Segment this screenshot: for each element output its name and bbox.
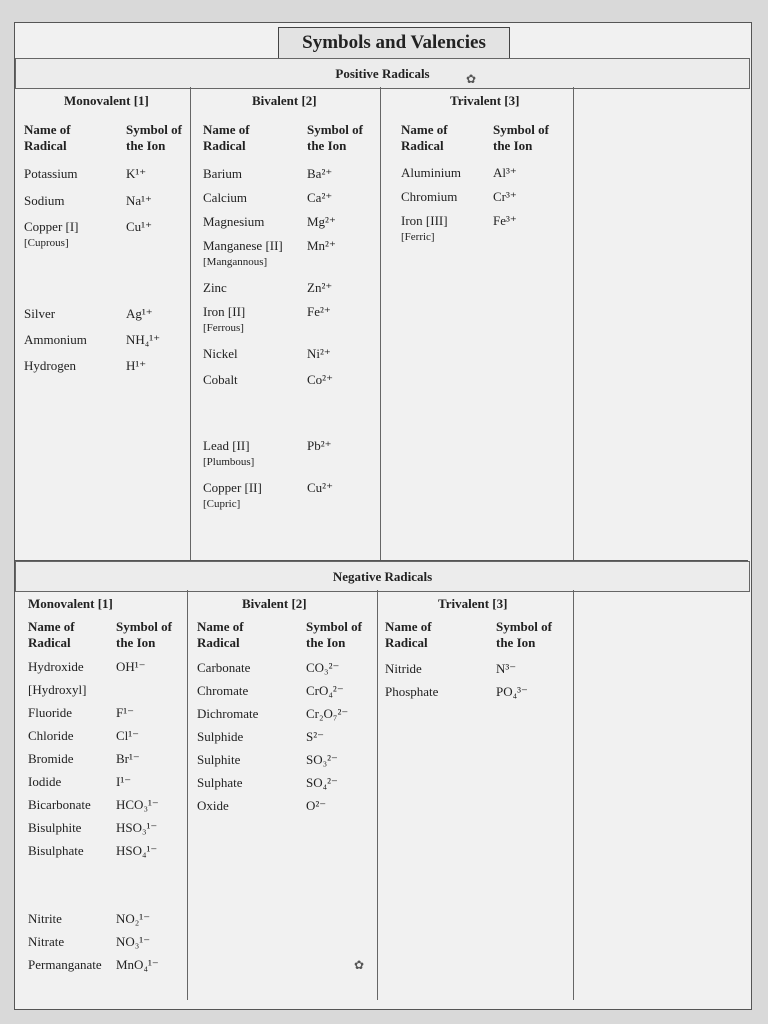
radical-name-text: Sulphite [197,752,241,767]
radical-name-text: Zinc [203,280,227,295]
ion-symbol: K¹⁺ [126,166,147,181]
radical-name [203,372,238,388]
radical-name-text: Bromide [28,751,74,766]
radical-name [203,480,262,510]
ion-symbol: Na¹⁺ [126,193,152,208]
ion-symbol: HSO₃¹⁻ [116,820,158,835]
ion-symbol: Ca²⁺ [307,190,333,205]
radical-name-text: Cobalt [203,372,238,387]
ion-symbol: OH¹⁻ [116,659,146,674]
radical-name-text: Chloride [28,728,74,743]
radical-alt-name: [Ferrous] [203,322,244,334]
negative-radicals-label: Negative Radicals [332,569,433,584]
positive-radicals-label: Positive Radicals [335,66,430,81]
ion-symbol: H¹⁺ [126,358,147,373]
radical-name-text: Hydroxide [28,659,84,674]
symbol-of-ion-header: Symbol of the Ion [306,619,362,650]
radical-name-text: Permanganate [28,957,102,972]
radical-name [203,304,245,334]
radical-name [24,193,64,209]
radical-name [28,843,84,859]
table-bottom-rule [15,560,748,561]
radical-name-text: Nitrite [28,911,62,926]
positive-radicals-heading [15,58,750,89]
ion-symbol: Co²⁺ [307,372,333,387]
ion-symbol: Ni²⁺ [307,346,331,361]
radical-name-text: Copper [II] [203,480,262,495]
ion-symbol: Cr³⁺ [493,189,517,204]
column-title: Trivalent [3] [450,93,520,108]
column-title: Monovalent [1] [64,93,149,108]
ion-symbol: SO₄²⁻ [306,775,338,790]
radical-name-text: Nitrate [28,934,65,949]
radical-name-text: Lead [II] [203,438,250,453]
radical-name [28,797,91,813]
radical-name-text: Bicarbonate [28,797,91,812]
column-title: Monovalent [1] [28,596,113,611]
ion-symbol: O²⁻ [306,798,327,813]
name-of-radical-header: Name of Radical [28,619,75,650]
radical-name [197,729,243,745]
radical-name [28,682,87,698]
symbol-of-ion-header: Symbol of the Ion [493,122,549,153]
ion-symbol: Mn²⁺ [307,238,336,253]
radical-name [28,934,64,950]
ion-symbol: CrO₄²⁻ [306,683,344,698]
radical-alt-name: [Mangannous] [203,256,268,268]
radical-name-text: Fluoride [28,705,73,720]
radical-name [28,705,72,721]
ion-symbol: Ag¹⁺ [126,306,153,321]
name-of-radical-header: Name of Radical [24,122,71,153]
radical-name [203,166,242,182]
radical-name-text: Phosphate [385,684,439,699]
radical-name [197,798,229,814]
ion-symbol: Zn²⁺ [307,280,333,295]
radical-name [401,165,461,181]
radical-name [401,189,457,205]
name-of-radical-header: Name of Radical [203,122,250,153]
column-title: Trivalent [3] [438,596,508,611]
radical-name [203,346,238,362]
ion-symbol: Mg²⁺ [307,214,336,229]
radical-name [197,775,243,791]
ion-symbol: Cu¹⁺ [126,219,152,234]
ion-symbol: Fe²⁺ [307,304,331,319]
symbol-of-ion-header: Symbol of the Ion [126,122,182,153]
radical-name [401,213,448,243]
ion-symbol: Br¹⁻ [116,751,140,766]
ion-symbol: Cr₂O₇²⁻ [306,706,349,721]
name-of-radical-header: Name of Radical [401,122,448,153]
column-divider [380,87,381,560]
radical-name [28,659,84,675]
radical-name-text: Carbonate [197,660,251,675]
radical-name-text: Iron [III] [401,213,448,228]
radical-name-text: Aluminium [401,165,461,180]
radical-name [28,820,81,836]
radical-alt-name: [Plumbous] [203,456,255,468]
symbol-of-ion-header: Symbol of the Ion [307,122,363,153]
ion-symbol: CO₃²⁻ [306,660,340,675]
radical-name [203,280,227,296]
radical-name [197,752,240,768]
radical-name-text: Chromate [197,683,249,698]
radical-name [203,214,264,230]
radical-name-text: Sodium [24,193,65,208]
radical-name-text: Dichromate [197,706,259,721]
ion-symbol: NH₄¹⁺ [126,332,161,347]
radical-name [385,661,422,677]
radical-name-text: Magnesium [203,214,265,229]
document-page [14,22,752,1010]
radical-name-text: Sulphide [197,729,244,744]
radical-name-text: [Hydroxyl] [28,682,87,697]
ion-symbol: SO₃²⁻ [306,752,338,767]
radical-name-text: Oxide [197,798,229,813]
radical-name [197,706,258,722]
name-of-radical-header: Name of Radical [385,619,432,650]
radical-name-text: Nitride [385,661,422,676]
column-divider [187,590,188,1000]
radical-name [28,911,62,927]
radical-name [28,957,102,973]
scan-mark-icon: ✿ [466,72,477,86]
radical-name [28,751,74,767]
column-divider [377,590,378,1000]
radical-name-text: Iodide [28,774,62,789]
radical-name [24,219,79,249]
ion-symbol: Ba²⁺ [307,166,333,181]
radical-name-text: Silver [24,306,56,321]
radical-name-text: Chromium [401,189,458,204]
radical-name [203,438,254,468]
radical-name-text: Ammonium [24,332,87,347]
radical-name-text: Iron [II] [203,304,246,319]
radical-name-text: Bisulphate [28,843,84,858]
symbol-of-ion-header: Symbol of the Ion [116,619,172,650]
column-divider [573,87,574,560]
radical-name [203,238,283,268]
column-divider [190,87,191,560]
ion-symbol: MnO₄¹⁻ [116,957,159,972]
ion-symbol: Pb²⁺ [307,438,332,453]
name-of-radical-header: Name of Radical [197,619,244,650]
radical-name [203,190,247,206]
page-title: Symbols and Valencies [278,27,510,59]
radical-name-text: Calcium [203,190,248,205]
radical-alt-name: [Ferric] [401,231,435,243]
radical-name [385,684,438,700]
negative-radicals-heading [15,561,750,592]
radical-name-text: Bisulphite [28,820,82,835]
ion-symbol: I¹⁻ [116,774,132,789]
ion-symbol: NO₂¹⁻ [116,911,151,926]
radical-name [24,358,76,374]
column-title: Bivalent [2] [242,596,307,611]
ion-symbol: N³⁻ [496,661,517,676]
ion-symbol: PO₄³⁻ [496,684,528,699]
ion-symbol: HCO₃¹⁻ [116,797,159,812]
ion-symbol: S²⁻ [306,729,324,744]
radical-name [24,166,77,182]
radical-name [197,660,250,676]
ion-symbol: Cu²⁺ [307,480,333,495]
symbol-of-ion-header: Symbol of the Ion [496,619,552,650]
ion-symbol: Fe³⁺ [493,213,517,228]
radical-name [28,728,74,744]
column-divider [573,590,574,1000]
ion-symbol: HSO₄¹⁻ [116,843,158,858]
radical-name-text: Copper [I] [24,219,79,234]
column-title: Bivalent [2] [252,93,317,108]
radical-name-text: Potassium [24,166,78,181]
ion-symbol: F¹⁻ [116,705,134,720]
radical-name [28,774,61,790]
radical-name-text: Barium [203,166,242,181]
radical-name [197,683,248,699]
radical-alt-name: [Cuprous] [24,237,69,249]
radical-name-text: Sulphate [197,775,243,790]
radical-name [24,332,87,348]
ion-symbol: NO₃¹⁻ [116,934,151,949]
radical-name-text: Hydrogen [24,358,76,373]
radical-name-text: Nickel [203,346,238,361]
scan-mark-icon: ✿ [354,958,365,972]
radical-name [24,306,55,322]
ion-symbol: Cl¹⁻ [116,728,140,743]
ion-symbol: Al³⁺ [493,165,517,180]
radical-name-text: Manganese [II] [203,238,283,253]
radical-alt-name: [Cupric] [203,498,241,510]
